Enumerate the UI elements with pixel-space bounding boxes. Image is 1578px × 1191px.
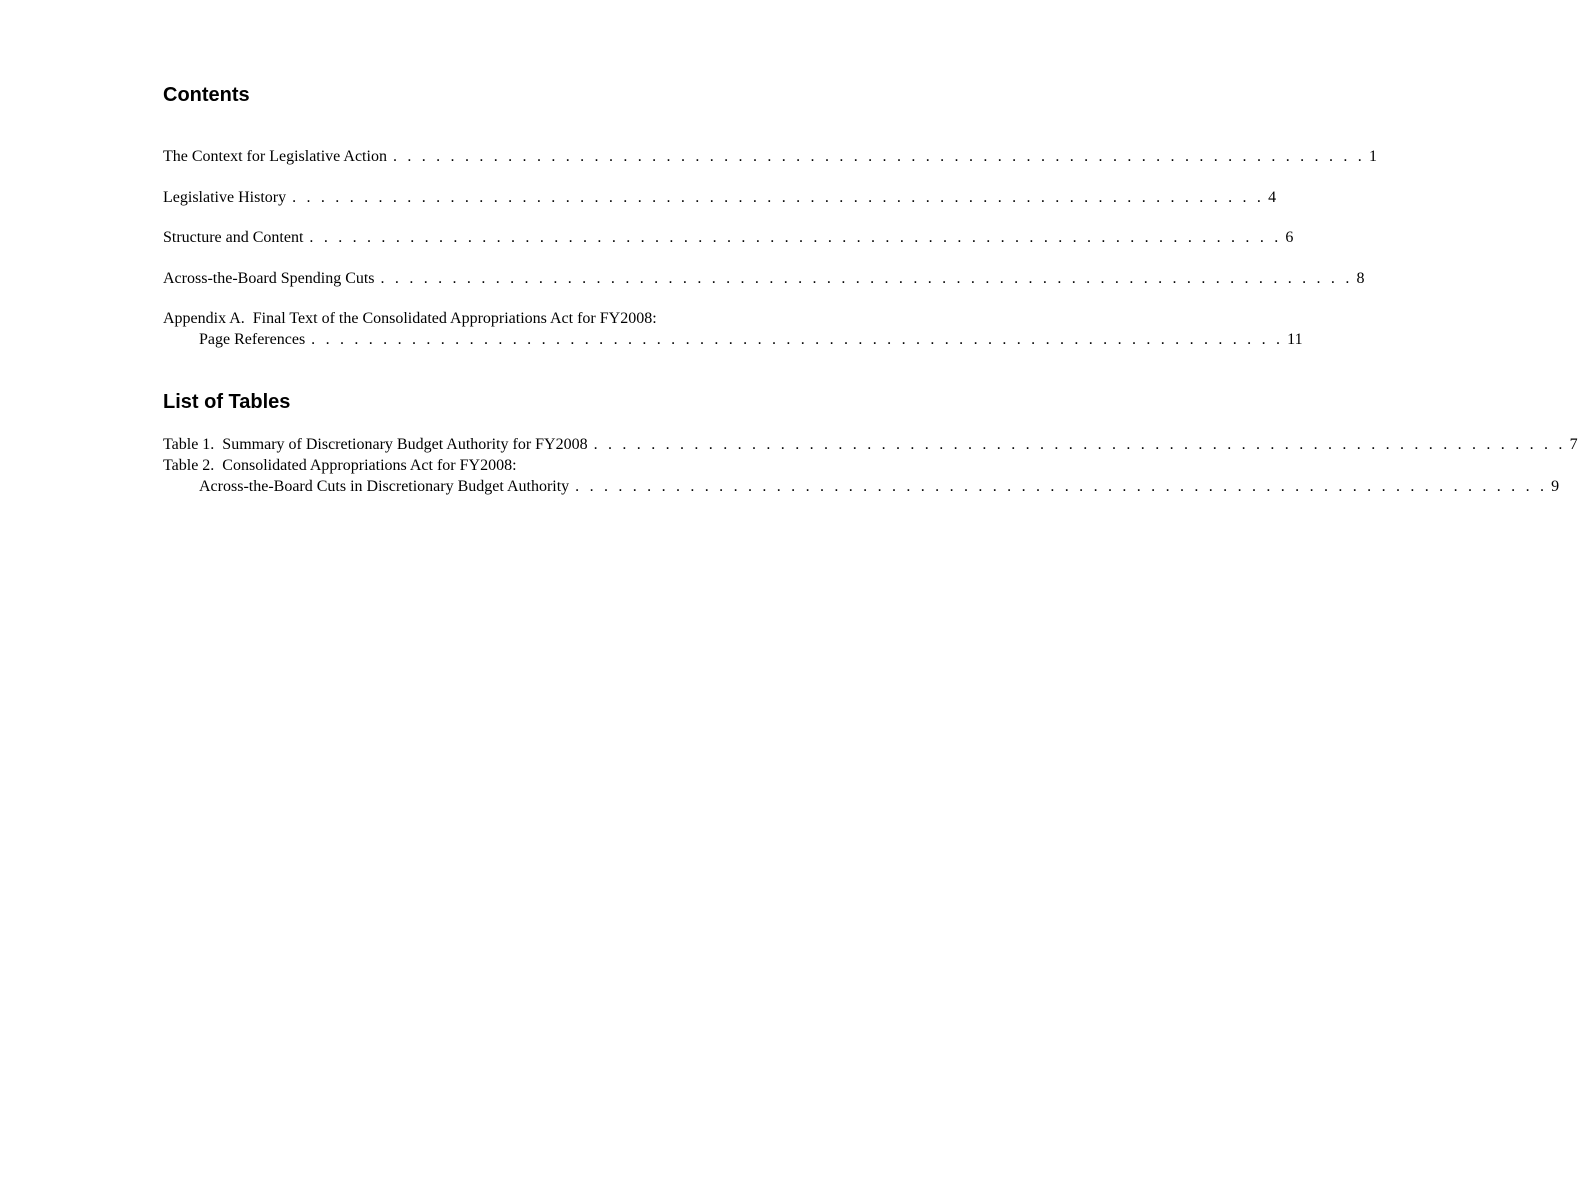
table-entry-line-continued xyxy=(163,476,1560,497)
toc-entry-page: 4 xyxy=(1268,188,1277,206)
dot-leader: . . . . . . . . . . . . . . . . . . . . . . . . . . . . . . . . . . . . . . . . . . . . . . . . . . . . . . . . . . . . . . . . . . . . xyxy=(309,229,1282,246)
toc-entry-line xyxy=(163,227,1294,248)
toc-entry-page: 6 xyxy=(1285,229,1294,246)
table-entry-title: Table 1. Summary of Discretionary Budget Authority for FY2008 xyxy=(163,436,588,453)
document-page xyxy=(163,0,1578,1191)
toc-entry-structure[interactable] xyxy=(163,227,1294,248)
toc-entry-title: Appendix A. Final Text of the Consolidated Appropriations Act for FY2008: xyxy=(163,310,657,327)
toc-entry-context[interactable] xyxy=(163,146,1377,167)
table-entry-1[interactable] xyxy=(163,434,1578,455)
table-entry-title-continued: Across-the-Board Cuts in Discretionary Budget Authority xyxy=(199,478,570,495)
toc-entry-title: Across-the-Board Spending Cuts xyxy=(163,269,375,287)
list-of-tables-heading: List of Tables xyxy=(163,391,291,413)
toc-entry-line xyxy=(163,146,1377,167)
table-entry-line xyxy=(163,434,1578,455)
toc-entry-line-continued xyxy=(163,329,1303,350)
dot-leader: . . . . . . . . . . . . . . . . . . . . . . . . . . . . . . . . . . . . . . . . . . . . . . . . . . . . . . . . . . . . . . . . . . . . xyxy=(380,269,1353,287)
toc-entry-appendix-a[interactable] xyxy=(163,308,1303,350)
toc-entry-title: The Context for Legislative Action xyxy=(163,148,387,165)
toc-entry-title-continued: Page References xyxy=(199,331,306,348)
table-entry-title: Table 2. Consolidated Appropriations Act for FY2008: xyxy=(163,457,517,474)
toc-entry-title: Structure and Content xyxy=(163,229,304,246)
table-entry-page: 9 xyxy=(1551,478,1560,495)
toc-entry-page: 11 xyxy=(1287,331,1303,348)
list-of-tables xyxy=(163,434,1578,497)
toc-entry-page: 1 xyxy=(1368,148,1377,165)
contents-list xyxy=(163,146,1377,370)
dot-leader: . . . . . . . . . . . . . . . . . . . . . . . . . . . . . . . . . . . . . . . . . . . . . . . . . . . . . . . . . . . . . . . . . . . . xyxy=(392,148,1365,165)
toc-entry-history[interactable] xyxy=(163,187,1277,208)
dot-leader: . . . . . . . . . . . . . . . . . . . . . . . . . . . . . . . . . . . . . . . . . . . . . . . . . . . . . . . . . . . . . . . . . . . . xyxy=(292,188,1265,206)
toc-entry-line xyxy=(163,308,758,329)
toc-entry-page: 8 xyxy=(1356,269,1365,287)
table-entry-2[interactable] xyxy=(163,455,1560,497)
toc-entry-line xyxy=(163,268,1365,289)
dot-leader: . . . . . . . . . . . . . . . . . . . . . . . . . . . . . . . . . . . . . . . . . . . . . . . . . . . . . . . . . . . . . . . . . . . . xyxy=(593,436,1566,453)
toc-entry-line xyxy=(163,187,1277,208)
table-entry-line xyxy=(163,455,758,476)
toc-entry-title: Legislative History xyxy=(163,188,287,206)
dot-leader: . . . . . . . . . . . . . . . . . . . . . . . . . . . . . . . . . . . . . . . . . . . . . . . . . . . . . . . . . . . . . . . . . . . . xyxy=(575,478,1548,495)
dot-leader: . . . . . . . . . . . . . . . . . . . . . . . . . . . . . . . . . . . . . . . . . . . . . . . . . . . . . . . . . . . . . . . . . . . . xyxy=(311,331,1284,348)
toc-entry-cuts[interactable] xyxy=(163,268,1365,289)
table-entry-page: 7 xyxy=(1569,436,1578,453)
contents-heading: Contents xyxy=(163,84,250,106)
